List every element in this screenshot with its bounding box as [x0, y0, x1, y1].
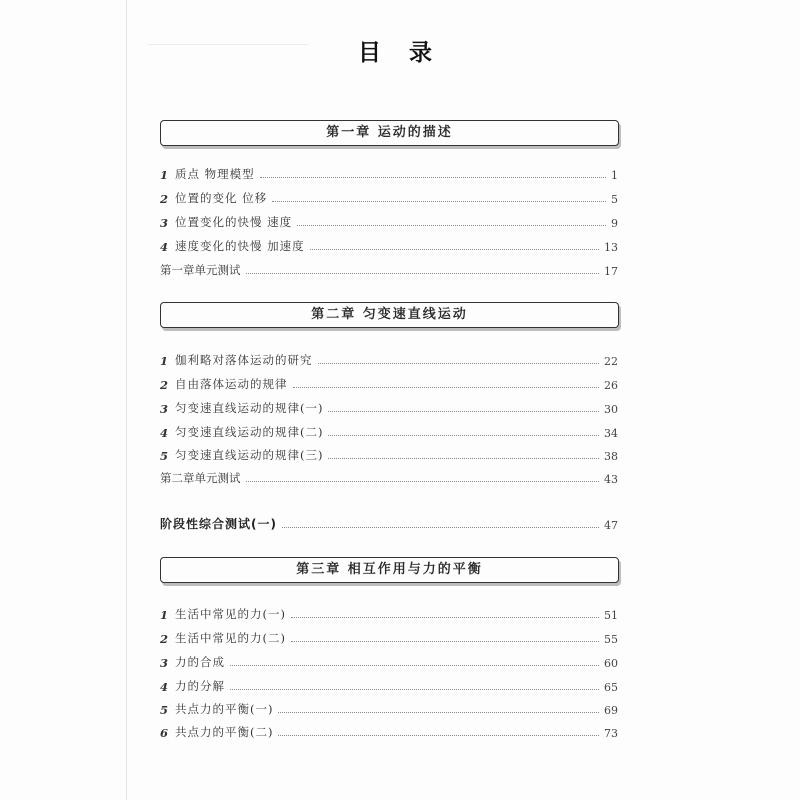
toc-entry-3-3[interactable] — [160, 650, 618, 670]
toc-entry-1-4[interactable] — [160, 234, 618, 254]
chapter-2-heading: 第二章 匀变速直线运动 — [160, 302, 619, 328]
entry-page-number: 34 — [604, 427, 618, 440]
toc-entry-3-6[interactable] — [160, 720, 618, 740]
entry-page-number: 43 — [604, 473, 618, 486]
dot-leader — [318, 363, 600, 364]
entry-page-number: 51 — [604, 609, 618, 622]
toc-entry-1-1[interactable] — [160, 162, 618, 182]
dot-leader — [272, 201, 606, 202]
entry-title: 匀变速直线运动的规律(一) — [175, 401, 324, 415]
entry-title: 第二章单元测试 — [160, 471, 241, 485]
dot-leader — [246, 273, 600, 274]
entry-number: 1 — [160, 608, 169, 622]
entry-number: 4 — [160, 426, 169, 440]
entry-title: 阶段性综合测试(一) — [160, 517, 277, 531]
toc-entry-2-3[interactable] — [160, 396, 618, 416]
entry-page-number: 30 — [604, 403, 618, 416]
entry-title: 位置变化的快慢 速度 — [175, 215, 293, 229]
dot-leader — [310, 249, 599, 250]
entry-number: 3 — [160, 216, 169, 230]
toc-entry-3-5[interactable] — [160, 697, 618, 717]
dot-leader — [230, 665, 599, 666]
entry-number: 2 — [160, 192, 169, 206]
dot-leader — [291, 617, 599, 618]
toc-entry-phase-test[interactable] — [160, 512, 618, 532]
entry-page-number: 65 — [604, 681, 618, 694]
dot-leader — [260, 177, 606, 178]
entry-title: 生活中常见的力(一) — [175, 607, 286, 621]
entry-page-number: 13 — [604, 241, 618, 254]
entry-page-number: 17 — [604, 265, 618, 278]
entry-page-number: 47 — [604, 519, 618, 532]
page-edge-line — [126, 0, 127, 800]
entry-number: 3 — [160, 656, 169, 670]
entry-number: 2 — [160, 632, 169, 646]
toc-entry-3-1[interactable] — [160, 602, 618, 622]
dot-leader — [297, 225, 606, 226]
entry-page-number: 9 — [611, 217, 618, 230]
toc-entry-unit-test-1[interactable] — [160, 258, 618, 278]
entry-title: 质点 物理模型 — [175, 167, 255, 181]
entry-page-number: 60 — [604, 657, 618, 670]
dot-leader — [328, 411, 599, 412]
toc-entry-1-3[interactable] — [160, 210, 618, 230]
entry-title: 匀变速直线运动的规律(三) — [175, 448, 324, 462]
entry-title: 生活中常见的力(二) — [175, 631, 286, 645]
dot-leader — [293, 387, 600, 388]
toc-entry-3-4[interactable] — [160, 674, 618, 694]
toc-entry-1-2[interactable] — [160, 186, 618, 206]
entry-page-number: 38 — [604, 450, 618, 463]
entry-number: 6 — [160, 726, 169, 740]
entry-title: 力的合成 — [175, 655, 225, 669]
entry-page-number: 1 — [611, 169, 618, 182]
entry-title: 伽利略对落体运动的研究 — [175, 353, 313, 367]
entry-number: 4 — [160, 240, 169, 254]
entry-number: 1 — [160, 168, 169, 182]
entry-page-number: 69 — [604, 704, 618, 717]
entry-number: 5 — [160, 703, 169, 717]
dot-leader — [246, 481, 600, 482]
toc-title: 目 录 — [357, 40, 442, 66]
entry-title: 匀变速直线运动的规律(二) — [175, 425, 324, 439]
chapter-1-heading: 第一章 运动的描述 — [160, 120, 619, 146]
entry-number: 2 — [160, 378, 169, 392]
toc-entry-unit-test-2[interactable] — [160, 466, 618, 486]
entry-title: 力的分解 — [175, 679, 225, 693]
dot-leader — [291, 641, 599, 642]
entry-page-number: 55 — [604, 633, 618, 646]
entry-page-number: 5 — [611, 193, 618, 206]
entry-page-number: 22 — [604, 355, 618, 368]
entry-title: 共点力的平衡(二) — [175, 725, 274, 739]
dot-leader — [230, 689, 599, 690]
toc-entry-2-1[interactable] — [160, 348, 618, 368]
entry-number: 4 — [160, 680, 169, 694]
entry-title: 第一章单元测试 — [160, 263, 241, 277]
chapter-3-heading: 第三章 相互作用与力的平衡 — [160, 557, 619, 583]
entry-number: 1 — [160, 354, 169, 368]
entry-page-number: 73 — [604, 727, 618, 740]
entry-title: 位置的变化 位移 — [175, 191, 268, 205]
dot-leader — [278, 735, 599, 736]
entry-number: 5 — [160, 449, 169, 463]
entry-title: 共点力的平衡(一) — [175, 702, 274, 716]
dot-leader — [328, 435, 599, 436]
entry-page-number: 26 — [604, 379, 618, 392]
entry-title: 速度变化的快慢 加速度 — [175, 239, 305, 253]
toc-entry-2-2[interactable] — [160, 372, 618, 392]
toc-entry-2-5[interactable] — [160, 443, 618, 463]
entry-title: 自由落体运动的规律 — [175, 377, 288, 391]
dot-leader — [328, 458, 599, 459]
dot-leader — [282, 527, 599, 528]
toc-entry-2-4[interactable] — [160, 420, 618, 440]
entry-number: 3 — [160, 402, 169, 416]
dot-leader — [278, 712, 599, 713]
toc-entry-3-2[interactable] — [160, 626, 618, 646]
